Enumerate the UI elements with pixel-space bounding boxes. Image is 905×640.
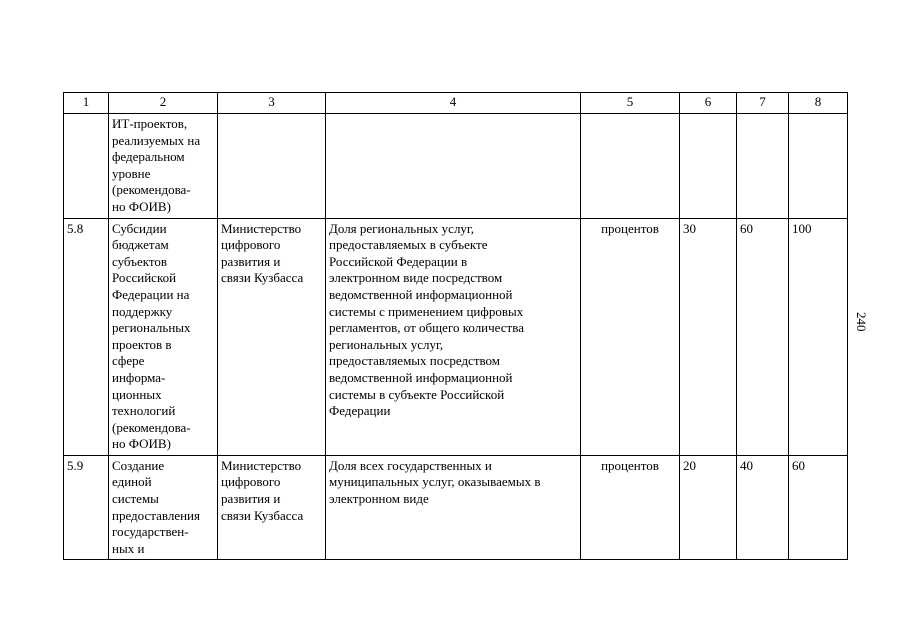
row-number: 5.9	[64, 455, 109, 560]
indicators-table	[63, 92, 848, 560]
row-number	[64, 114, 109, 219]
header-cell: 1	[64, 93, 109, 114]
header-cell: 8	[789, 93, 848, 114]
measure-name: Создание единой системы предоставления государствен- ных и	[109, 455, 218, 560]
executor: Министерство цифрового развития и связи Кузбасса	[218, 455, 326, 560]
value-col8	[789, 114, 848, 219]
table-row	[64, 114, 848, 219]
value-col7: 40	[737, 455, 789, 560]
unit: процентов	[581, 218, 680, 455]
header-cell: 4	[326, 93, 581, 114]
page-number: 240	[854, 312, 869, 332]
indicator: Доля региональных услуг, предоставляемых в субъекте Российской Федерации в электронном виде посредством ведомственной информационной системы с применением цифровых регламентов, от общего количества региональных услуг, предоставляемых посредством ведомственной информационной системы в субъекте Российской Федерации	[326, 218, 581, 455]
value-col7: 60	[737, 218, 789, 455]
row-number: 5.8	[64, 218, 109, 455]
table-row	[64, 218, 848, 455]
table-row	[64, 455, 848, 560]
executor: Министерство цифрового развития и связи Кузбасса	[218, 218, 326, 455]
value-col8: 100	[789, 218, 848, 455]
value-col6	[680, 114, 737, 219]
value-col8: 60	[789, 455, 848, 560]
header-cell: 2	[109, 93, 218, 114]
unit	[581, 114, 680, 219]
measure-name: ИТ-проектов, реализуемых на федеральном уровне (рекомендова- но ФОИВ)	[109, 114, 218, 219]
unit: процентов	[581, 455, 680, 560]
header-cell: 7	[737, 93, 789, 114]
indicator	[326, 114, 581, 219]
indicator: Доля всех государственных и муниципальных услуг, оказываемых в электронном виде	[326, 455, 581, 560]
value-col6: 20	[680, 455, 737, 560]
header-cell: 3	[218, 93, 326, 114]
value-col7	[737, 114, 789, 219]
header-cell: 6	[680, 93, 737, 114]
executor	[218, 114, 326, 219]
header-row	[64, 93, 848, 114]
value-col6: 30	[680, 218, 737, 455]
header-cell: 5	[581, 93, 680, 114]
measure-name: Субсидии бюджетам субъектов Российской Федерации на поддержку региональных проектов в сфере информа- ционных технологий (рекомендова- но ФОИВ)	[109, 218, 218, 455]
